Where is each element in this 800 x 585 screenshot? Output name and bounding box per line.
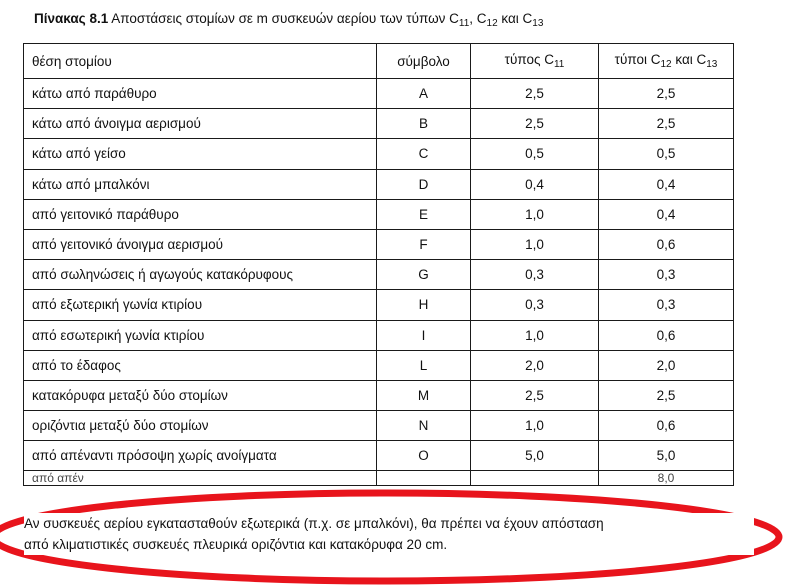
cell-position: από σωληνώσεις ή αγωγούς κατακόρυφους bbox=[24, 260, 377, 290]
cell-position: από το έδαφος bbox=[24, 350, 377, 380]
cell-type-c11: 0,4 bbox=[471, 169, 599, 199]
cell-type-c12-c13: 0,4 bbox=[599, 169, 734, 199]
caption-label: Πίνακας 8.1 bbox=[34, 11, 109, 26]
table-row bbox=[24, 350, 734, 380]
cell-symbol: M bbox=[377, 380, 471, 410]
note-line-1: Αν συσκευές αερίου εγκατασταθούν εξωτερικά (π.χ. σε μπαλκόνι), θα πρέπει να έχουν απόσταση bbox=[24, 516, 604, 531]
cell-symbol: B bbox=[377, 109, 471, 139]
cell-symbol: H bbox=[377, 290, 471, 320]
table-row bbox=[24, 229, 734, 259]
installation-note bbox=[24, 513, 754, 555]
cell-symbol bbox=[377, 471, 471, 486]
cell-type-c12-c13: 0,6 bbox=[599, 320, 734, 350]
cell-symbol: O bbox=[377, 441, 471, 471]
cell-type-c12-c13: 0,6 bbox=[599, 411, 734, 441]
cell-position: από γειτονικό άνοιγμα αερισμού bbox=[24, 229, 377, 259]
cell-type-c12-c13: 8,0 bbox=[599, 471, 734, 486]
cell-type-c12-c13: 0,3 bbox=[599, 290, 734, 320]
caption-sub-c11: 11 bbox=[458, 18, 470, 29]
table-row bbox=[24, 441, 734, 471]
cell-position: κατακόρυφα μεταξύ δύο στομίων bbox=[24, 380, 377, 410]
cell-position: οριζόντια μεταξύ δύο στομίων bbox=[24, 411, 377, 441]
cell-type-c11: 0,5 bbox=[471, 139, 599, 169]
header-type-mid: και C bbox=[671, 52, 707, 67]
cell-symbol: D bbox=[377, 169, 471, 199]
cell-symbol: F bbox=[377, 229, 471, 259]
cell-symbol: G bbox=[377, 260, 471, 290]
cell-type-c11: 0,3 bbox=[471, 260, 599, 290]
cell-position: από απέν bbox=[24, 471, 377, 486]
cell-type-c12-c13: 0,3 bbox=[599, 260, 734, 290]
cell-type-c11: 2,0 bbox=[471, 350, 599, 380]
caption-sep-1: , C bbox=[469, 11, 487, 26]
cell-type-c11: 0,3 bbox=[471, 290, 599, 320]
distances-table bbox=[23, 43, 734, 486]
note-line-2: από κλιματιστικές συσκευές πλευρικά οριζόντια και κατακόρυφα 20 cm. bbox=[24, 537, 448, 552]
cell-position: από εσωτερική γωνία κτιρίου bbox=[24, 320, 377, 350]
cell-type-c12-c13: 0,4 bbox=[599, 199, 734, 229]
cell-type-c11: 1,0 bbox=[471, 229, 599, 259]
cell-symbol: L bbox=[377, 350, 471, 380]
table-row bbox=[24, 380, 734, 410]
cell-symbol: N bbox=[377, 411, 471, 441]
cell-position: από γειτονικό παράθυρο bbox=[24, 199, 377, 229]
cell-type-c12-c13: 2,5 bbox=[599, 380, 734, 410]
cell-type-c11: 1,0 bbox=[471, 320, 599, 350]
cell-symbol: I bbox=[377, 320, 471, 350]
table-row bbox=[24, 199, 734, 229]
table-row bbox=[24, 290, 734, 320]
header-type-c11-sub: 11 bbox=[553, 59, 565, 70]
cell-symbol: C bbox=[377, 139, 471, 169]
header-type-c12-c13 bbox=[599, 44, 734, 79]
cell-type-c11: 5,0 bbox=[471, 441, 599, 471]
cell-type-c11: 2,5 bbox=[471, 79, 599, 109]
cell-type-c12-c13: 2,5 bbox=[599, 79, 734, 109]
table-row bbox=[24, 109, 734, 139]
header-type-c11 bbox=[471, 44, 599, 79]
table-row bbox=[24, 411, 734, 441]
cell-type-c11: 2,5 bbox=[471, 380, 599, 410]
header-symbol: σύμβολο bbox=[377, 44, 471, 79]
table-row-partial bbox=[24, 471, 734, 486]
header-type-c12-prefix: τύποι C bbox=[614, 52, 661, 67]
cell-position: κάτω από άνοιγμα αερισμού bbox=[24, 109, 377, 139]
cell-type-c11 bbox=[471, 471, 599, 486]
caption-sep-2: και C bbox=[497, 11, 533, 26]
table-row bbox=[24, 79, 734, 109]
cell-symbol: E bbox=[377, 199, 471, 229]
caption-sub-c13: 13 bbox=[532, 18, 544, 29]
cell-type-c11: 1,0 bbox=[471, 411, 599, 441]
caption-text: Αποστάσεις στομίων σε m συσκευών αερίου των τύπων C bbox=[111, 11, 459, 26]
cell-type-c12-c13: 2,5 bbox=[599, 109, 734, 139]
cell-position: κάτω από παράθυρο bbox=[24, 79, 377, 109]
cell-position: από εξωτερική γωνία κτιρίου bbox=[24, 290, 377, 320]
header-type-c12-sub: 12 bbox=[660, 59, 672, 70]
header-type-c13-sub: 13 bbox=[706, 59, 718, 70]
table-row bbox=[24, 260, 734, 290]
table-row bbox=[24, 320, 734, 350]
table-row bbox=[24, 169, 734, 199]
cell-type-c11: 1,0 bbox=[471, 199, 599, 229]
header-position: θέση στομίου bbox=[24, 44, 377, 79]
cell-type-c12-c13: 0,5 bbox=[599, 139, 734, 169]
cell-type-c11: 2,5 bbox=[471, 109, 599, 139]
table-row bbox=[24, 139, 734, 169]
cell-type-c12-c13: 0,6 bbox=[599, 229, 734, 259]
cell-position: κάτω από γείσο bbox=[24, 139, 377, 169]
table-header-row bbox=[24, 44, 734, 79]
header-type-c11-prefix: τύπος C bbox=[504, 52, 554, 67]
cell-type-c12-c13: 2,0 bbox=[599, 350, 734, 380]
cell-position: κάτω από μπαλκόνι bbox=[24, 169, 377, 199]
caption-sub-c12: 12 bbox=[486, 18, 498, 29]
cell-symbol: A bbox=[377, 79, 471, 109]
cell-type-c12-c13: 5,0 bbox=[599, 441, 734, 471]
cell-position: από απέναντι πρόσοψη χωρίς ανοίγματα bbox=[24, 441, 377, 471]
table-caption bbox=[34, 11, 774, 29]
